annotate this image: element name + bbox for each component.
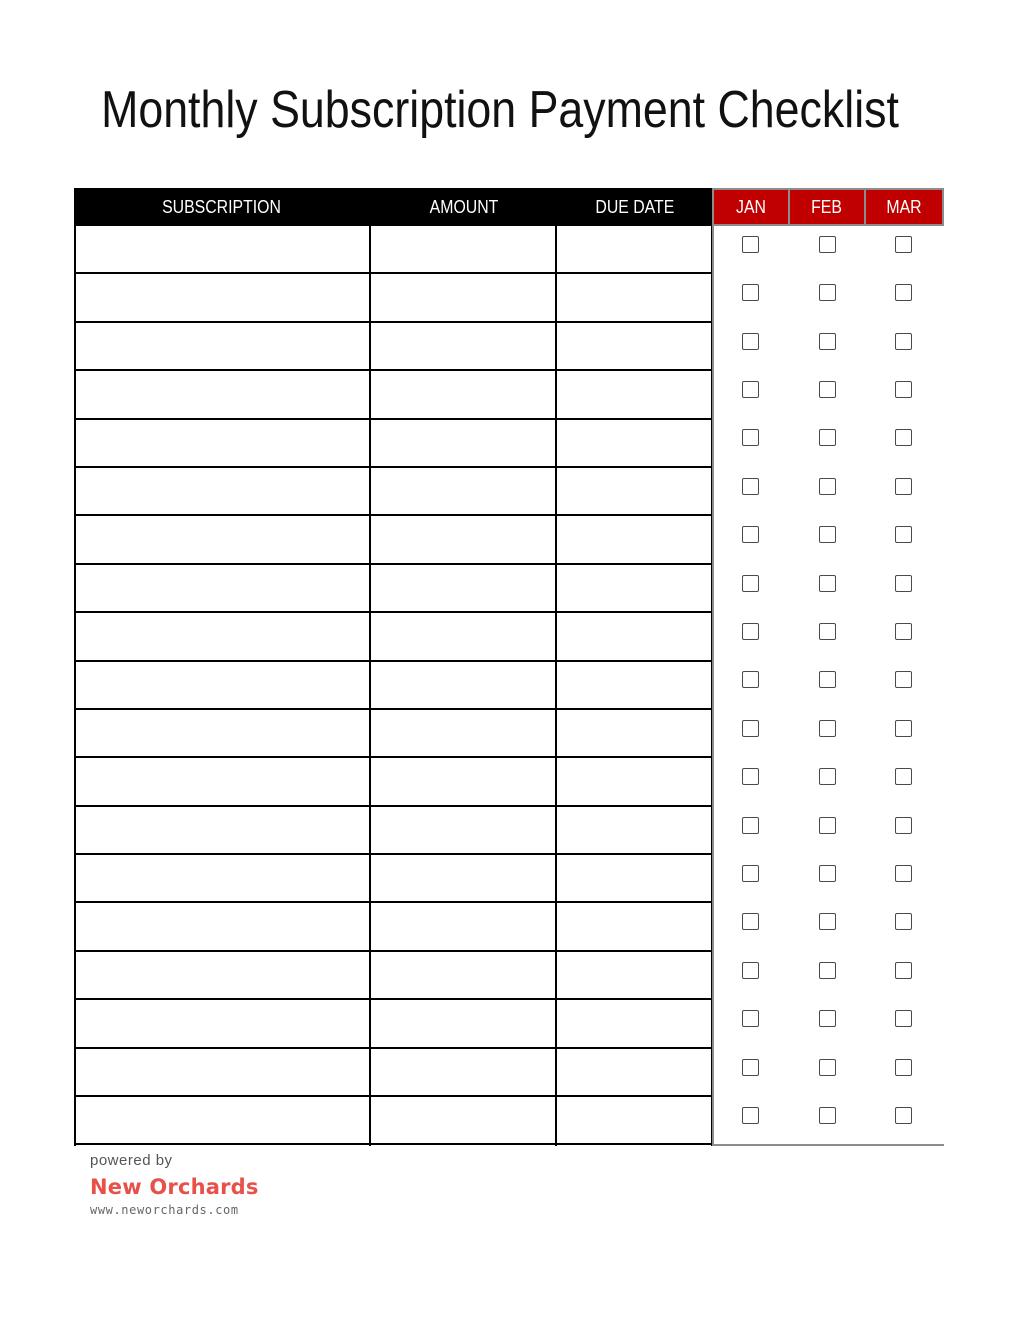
due-date-cell[interactable]	[557, 274, 714, 320]
amount-cell[interactable]	[370, 274, 557, 320]
table-row	[74, 468, 714, 516]
powered-by-text: powered by	[90, 1152, 173, 1169]
checkbox-mar[interactable]	[895, 865, 912, 882]
brand-url: www.neworchards.com	[90, 1203, 239, 1217]
amount-cell[interactable]	[370, 516, 557, 562]
checkbox-feb[interactable]	[819, 526, 836, 543]
amount-cell[interactable]	[370, 323, 557, 369]
due-date-cell[interactable]	[557, 758, 714, 804]
footer	[90, 1152, 259, 1217]
table-row	[74, 371, 714, 419]
table-row	[74, 323, 714, 371]
table-row	[74, 710, 714, 758]
header-amount-label: AMOUNT	[429, 196, 498, 217]
column-divider	[555, 226, 557, 1146]
header-month-jan	[712, 188, 790, 226]
checkbox-jan[interactable]	[742, 526, 759, 543]
checkbox-jan[interactable]	[742, 1107, 759, 1124]
due-date-cell[interactable]	[557, 1097, 714, 1143]
amount-cell[interactable]	[370, 758, 557, 804]
brand-logo: New Orchards	[90, 1175, 259, 1199]
subscription-cell[interactable]	[74, 516, 370, 562]
amount-cell[interactable]	[370, 1000, 557, 1046]
subscription-cell[interactable]	[74, 855, 370, 901]
checkbox-mar[interactable]	[895, 575, 912, 592]
checkbox-mar[interactable]	[895, 720, 912, 737]
subscription-cell[interactable]	[74, 1049, 370, 1095]
table-row	[74, 758, 714, 806]
table-row	[74, 807, 714, 855]
checkbox-feb[interactable]	[819, 284, 836, 301]
checkbox-feb[interactable]	[819, 478, 836, 495]
checkbox-jan[interactable]	[742, 429, 759, 446]
due-date-cell[interactable]	[557, 226, 714, 272]
checkbox-jan[interactable]	[742, 1059, 759, 1076]
checkbox-mar[interactable]	[895, 381, 912, 398]
checkbox-jan[interactable]	[742, 720, 759, 737]
amount-cell[interactable]	[370, 420, 557, 466]
checkbox-jan[interactable]	[742, 478, 759, 495]
subscription-cell[interactable]	[74, 1097, 370, 1143]
checkbox-mar[interactable]	[895, 1107, 912, 1124]
due-date-cell[interactable]	[557, 516, 714, 562]
amount-cell[interactable]	[370, 613, 557, 659]
table-row	[74, 613, 714, 661]
due-date-cell[interactable]	[557, 613, 714, 659]
checkbox-mar[interactable]	[895, 236, 912, 253]
checkbox-jan[interactable]	[742, 1010, 759, 1027]
checkbox-feb[interactable]	[819, 817, 836, 834]
checkbox-jan[interactable]	[742, 333, 759, 350]
checkbox-mar[interactable]	[895, 623, 912, 640]
header-month-feb-label: FEB	[811, 196, 843, 217]
header-month-feb	[788, 188, 866, 226]
checkbox-mar[interactable]	[895, 1059, 912, 1076]
due-date-cell[interactable]	[557, 565, 714, 611]
amount-cell[interactable]	[370, 371, 557, 417]
table-row	[74, 274, 714, 322]
table-row	[74, 662, 714, 710]
header-due-date	[557, 188, 713, 226]
subscription-cell[interactable]	[74, 903, 370, 949]
checkbox-jan[interactable]	[742, 623, 759, 640]
header-month-mar-label: MAR	[886, 196, 922, 217]
checkbox-jan[interactable]	[742, 236, 759, 253]
subscription-cell[interactable]	[74, 226, 370, 272]
checkbox-feb[interactable]	[819, 1010, 836, 1027]
checkbox-feb[interactable]	[819, 1107, 836, 1124]
header-amount	[370, 188, 557, 226]
header-subscription	[74, 188, 370, 226]
checkbox-mar[interactable]	[895, 429, 912, 446]
subscription-cell[interactable]	[74, 1000, 370, 1046]
checkbox-jan[interactable]	[742, 962, 759, 979]
amount-cell[interactable]	[370, 565, 557, 611]
subscription-cell[interactable]	[74, 323, 370, 369]
checkbox-jan[interactable]	[742, 671, 759, 688]
checkbox-mar[interactable]	[895, 478, 912, 495]
entry-grid	[74, 226, 714, 1145]
due-date-cell[interactable]	[557, 855, 714, 901]
checkbox-jan[interactable]	[742, 381, 759, 398]
header-month-jan-label: JAN	[736, 196, 766, 217]
subscription-cell[interactable]	[74, 565, 370, 611]
subscription-cell[interactable]	[74, 274, 370, 320]
checkbox-feb[interactable]	[819, 575, 836, 592]
amount-cell[interactable]	[370, 710, 557, 756]
checkbox-mar[interactable]	[895, 333, 912, 350]
amount-cell[interactable]	[370, 1097, 557, 1143]
subscription-cell[interactable]	[74, 468, 370, 514]
due-date-cell[interactable]	[557, 468, 714, 514]
checkbox-feb[interactable]	[819, 1059, 836, 1076]
subscription-cell[interactable]	[74, 371, 370, 417]
subscription-cell[interactable]	[74, 613, 370, 659]
checkbox-feb[interactable]	[819, 865, 836, 882]
checkbox-feb[interactable]	[819, 429, 836, 446]
table-row	[74, 516, 714, 564]
subscription-cell[interactable]	[74, 807, 370, 853]
due-date-cell[interactable]	[557, 1000, 714, 1046]
table-row	[74, 952, 714, 1000]
table-row	[74, 226, 714, 274]
checkbox-mar[interactable]	[895, 671, 912, 688]
amount-cell[interactable]	[370, 1049, 557, 1095]
checkbox-mar[interactable]	[895, 1010, 912, 1027]
subscription-cell[interactable]	[74, 662, 370, 708]
checkbox-feb[interactable]	[819, 236, 836, 253]
amount-cell[interactable]	[370, 226, 557, 272]
checkbox-mar[interactable]	[895, 768, 912, 785]
checkbox-jan[interactable]	[742, 284, 759, 301]
table-row	[74, 1000, 714, 1048]
due-date-cell[interactable]	[557, 710, 714, 756]
checkbox-feb[interactable]	[819, 720, 836, 737]
checklist-table	[74, 188, 944, 1148]
due-date-cell[interactable]	[557, 807, 714, 853]
amount-cell[interactable]	[370, 807, 557, 853]
amount-cell[interactable]	[370, 903, 557, 949]
subscription-cell[interactable]	[74, 710, 370, 756]
checkbox-jan[interactable]	[742, 865, 759, 882]
checkbox-jan[interactable]	[742, 575, 759, 592]
header-subscription-label: SUBSCRIPTION	[162, 196, 282, 217]
checkbox-feb[interactable]	[819, 671, 836, 688]
subscription-cell[interactable]	[74, 420, 370, 466]
table-row	[74, 855, 714, 903]
checkbox-feb[interactable]	[819, 768, 836, 785]
table-row	[74, 1097, 714, 1145]
amount-cell[interactable]	[370, 662, 557, 708]
checkbox-mar[interactable]	[895, 962, 912, 979]
due-date-cell[interactable]	[557, 952, 714, 998]
column-divider	[74, 226, 76, 1146]
checkbox-mar[interactable]	[895, 817, 912, 834]
checkbox-feb[interactable]	[819, 913, 836, 930]
checkbox-feb[interactable]	[819, 962, 836, 979]
due-date-cell[interactable]	[557, 420, 714, 466]
checkbox-jan[interactable]	[742, 768, 759, 785]
checkbox-mar[interactable]	[895, 913, 912, 930]
table-row	[74, 1049, 714, 1097]
subscription-cell[interactable]	[74, 952, 370, 998]
due-date-cell[interactable]	[557, 323, 714, 369]
checkbox-mar[interactable]	[895, 284, 912, 301]
due-date-cell[interactable]	[557, 1049, 714, 1095]
due-date-cell[interactable]	[557, 903, 714, 949]
checkbox-jan[interactable]	[742, 913, 759, 930]
checkbox-feb[interactable]	[819, 381, 836, 398]
table-row	[74, 420, 714, 468]
subscription-cell[interactable]	[74, 758, 370, 804]
month-divider	[712, 226, 714, 1146]
header-month-mar	[864, 188, 944, 226]
amount-cell[interactable]	[370, 855, 557, 901]
checkbox-mar[interactable]	[895, 526, 912, 543]
table-row	[74, 565, 714, 613]
column-divider	[369, 226, 371, 1146]
table-row	[74, 903, 714, 951]
month-bottom-border	[712, 1144, 944, 1146]
due-date-cell[interactable]	[557, 662, 714, 708]
checkbox-feb[interactable]	[819, 333, 836, 350]
amount-cell[interactable]	[370, 468, 557, 514]
due-date-cell[interactable]	[557, 371, 714, 417]
checkbox-feb[interactable]	[819, 623, 836, 640]
page-title: Monthly Subscription Payment Checklist	[101, 81, 899, 139]
amount-cell[interactable]	[370, 952, 557, 998]
header-due-date-label: DUE DATE	[595, 196, 675, 217]
checkbox-jan[interactable]	[742, 817, 759, 834]
